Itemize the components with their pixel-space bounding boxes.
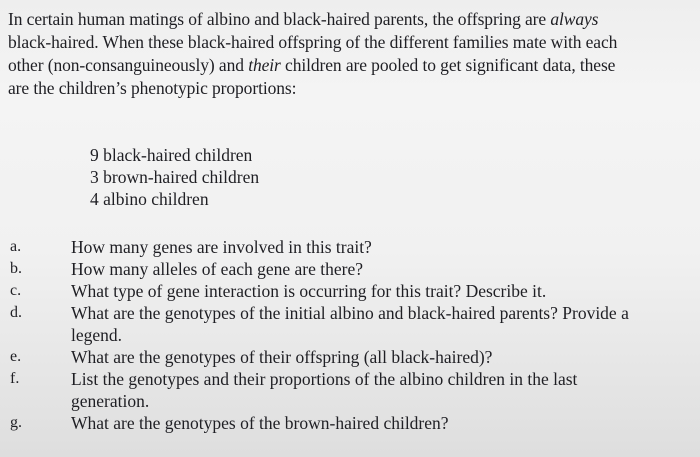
question-text: [71, 258, 700, 280]
question-text: [71, 280, 700, 302]
intro-paragraph: [8, 8, 698, 100]
question-letter: f.: [10, 370, 20, 387]
intro-text: children are pooled to get significant data, these: [280, 55, 616, 75]
question-letter: a.: [10, 238, 22, 255]
question-letter: c.: [10, 282, 22, 299]
question-letter: g.: [10, 414, 22, 431]
proportion-item: 4 albino children: [90, 189, 209, 209]
question-line: What are the genotypes of the initial albino and black-haired parents? Provide a: [71, 303, 629, 323]
question-line: What type of gene interaction is occurring for this trait? Describe it.: [71, 281, 547, 301]
question-text: [71, 412, 700, 434]
questions-list: [10, 236, 700, 434]
intro-line: [8, 54, 698, 77]
question-text: [71, 346, 700, 368]
question-line: List the genotypes and their proportions of the albino children in the last: [71, 369, 578, 389]
question-letter: d.: [10, 304, 22, 321]
proportion-item: 9 black-haired children: [90, 145, 253, 165]
intro-line: [8, 77, 698, 100]
phenotypic-proportions-list: [90, 144, 259, 210]
question-f: [10, 368, 700, 412]
question-text: [71, 302, 700, 346]
intro-text: black-haired. When these black-haired offspring of the different families mate with each: [8, 32, 618, 52]
question-d: [10, 302, 700, 346]
question-line: generation.: [71, 391, 150, 411]
intro-line: [8, 8, 698, 31]
proportion-item: 3 brown-haired children: [90, 167, 260, 187]
question-line: legend.: [71, 325, 123, 345]
question-g: [10, 412, 700, 434]
intro-text: In certain human matings of albino and black-haired parents, the offspring are: [8, 9, 551, 29]
intro-line: [8, 31, 698, 54]
question-line: How many genes are involved in this trait?: [71, 237, 372, 257]
question-line: What are the genotypes of the brown-haired children?: [71, 413, 449, 433]
question-a: [10, 236, 700, 258]
question-c: [10, 280, 700, 302]
intro-emphasis: their: [248, 55, 281, 75]
intro-emphasis: always: [550, 9, 599, 29]
question-line: How many alleles of each gene are there?: [71, 259, 363, 279]
question-b: [10, 258, 700, 280]
question-e: [10, 346, 700, 368]
intro-text: are the children’s phenotypic proportions:: [8, 78, 297, 98]
question-text: [71, 236, 700, 258]
question-line: What are the genotypes of their offspring (all black-haired)?: [71, 347, 493, 367]
question-letter: e.: [10, 348, 22, 365]
question-letter: b.: [10, 260, 22, 277]
question-text: [71, 368, 700, 412]
intro-text: other (non-consanguineously) and: [8, 55, 249, 75]
